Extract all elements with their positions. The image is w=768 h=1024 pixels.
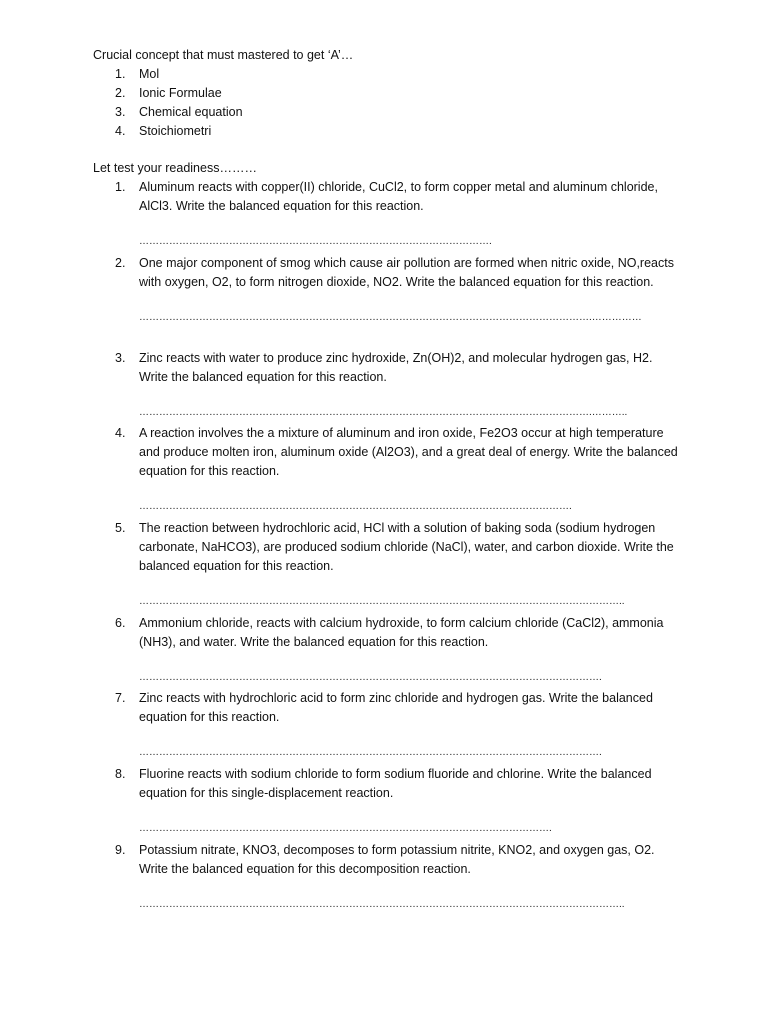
question-number: 4. [115,426,126,440]
question-item [93,614,693,685]
answer-line[interactable]: ……………………………………………………………………………………………. [139,236,492,247]
concept-item [93,122,353,141]
question-item [93,841,693,912]
concept-item [93,65,353,84]
concept-number: 1. [115,67,126,81]
question-item [93,765,693,836]
concept-item [93,103,353,122]
answer-line[interactable]: …………………………………………………………………………………………………………………………. [139,672,602,683]
question-text: A reaction involves the a mixture of aluminum and iron oxide, Fe2O3 occur at high temperature and produce molten iron, aluminum oxide (Al2O3), and a great deal of energy. Write the balanced equation for this reaction. [139,426,678,478]
question-item [93,424,693,514]
question-item [93,254,693,325]
concept-number: 2. [115,86,126,100]
page-title: Crucial concept that must mastered to get ‘A’… [93,48,354,62]
concept-item [93,84,353,103]
question-text: One major component of smog which cause air pollution are formed when nitric oxide, NO,reacts with oxygen, O2, to form nitrogen dioxide, NO2. Write the balanced equation for this reaction. [139,256,674,289]
readiness-heading: Let test your readiness……… [93,161,257,175]
question-number: 3. [115,351,126,365]
question-number: 7. [115,691,126,705]
question-number: 8. [115,767,126,781]
concept-label: Ionic Formulae [139,86,222,100]
question-text: Zinc reacts with water to produce zinc hydroxide, Zn(OH)2, and molecular hydrogen gas, H2. Write the balanced equation for this reaction. [139,351,653,384]
question-item [93,349,693,420]
answer-line[interactable]: ……………………………………………………………………………………………………………………….……….. [139,407,628,418]
answer-line[interactable]: …………………………………………………………………………………………………………………. [139,501,572,512]
question-text: Zinc reacts with hydrochloric acid to form zinc chloride and hydrogen gas. Write the balanced equation for this reaction. [139,691,653,724]
question-text: Aluminum reacts with copper(II) chloride, CuCl2, to form copper metal and aluminum chloride, AlCl3. Write the balanced equation for this reaction. [139,180,658,213]
question-text: The reaction between hydrochloric acid, HCl with a solution of baking soda (sodium hydrogen carbonate, NaHCO3), are produced sodium chloride (NaCl), water, and carbon dioxide. Write the balanced equation for this reaction. [139,521,674,573]
question-text: Potassium nitrate, KNO3, decomposes to form potassium nitrite, KNO2, and oxygen gas, O2. Write the balanced equation for this decomposition reaction. [139,843,655,876]
question-number: 6. [115,616,126,630]
concept-label: Stoichiometri [139,124,212,138]
answer-line[interactable]: ……………………………………………………………………………………………………………. [139,823,552,834]
question-item [93,178,693,249]
concept-list [93,65,353,141]
concept-label: Mol [139,67,160,81]
concept-number: 3. [115,105,126,119]
intro-section [93,46,353,141]
answer-line[interactable]: ……………………………………………………………………………………………………………………………….. [139,899,625,910]
concept-number: 4. [115,124,126,138]
question-number: 1. [115,180,126,194]
question-number: 2. [115,256,126,270]
question-text: Ammonium chloride, reacts with calcium hydroxide, to form calcium chloride (CaCl2), ammonia (NH3), and water. Write the balanced equation for this reaction. [139,616,664,649]
question-text: Fluorine reacts with sodium chloride to form sodium fluoride and chlorine. Write the balanced equation for this single-displacement reaction. [139,767,652,800]
answer-line[interactable]: ……………………………………………………………………………………………………………………………….. [139,596,625,607]
question-item [93,689,693,760]
answer-line[interactable]: …………………………………………………………………………………………………………………………. [139,747,602,758]
question-item [93,519,693,609]
concept-label: Chemical equation [139,105,243,119]
question-number: 9. [115,843,126,857]
question-number: 5. [115,521,126,535]
answer-line[interactable]: ……………………………………………………………………………………………………………………….…………… [139,312,642,323]
